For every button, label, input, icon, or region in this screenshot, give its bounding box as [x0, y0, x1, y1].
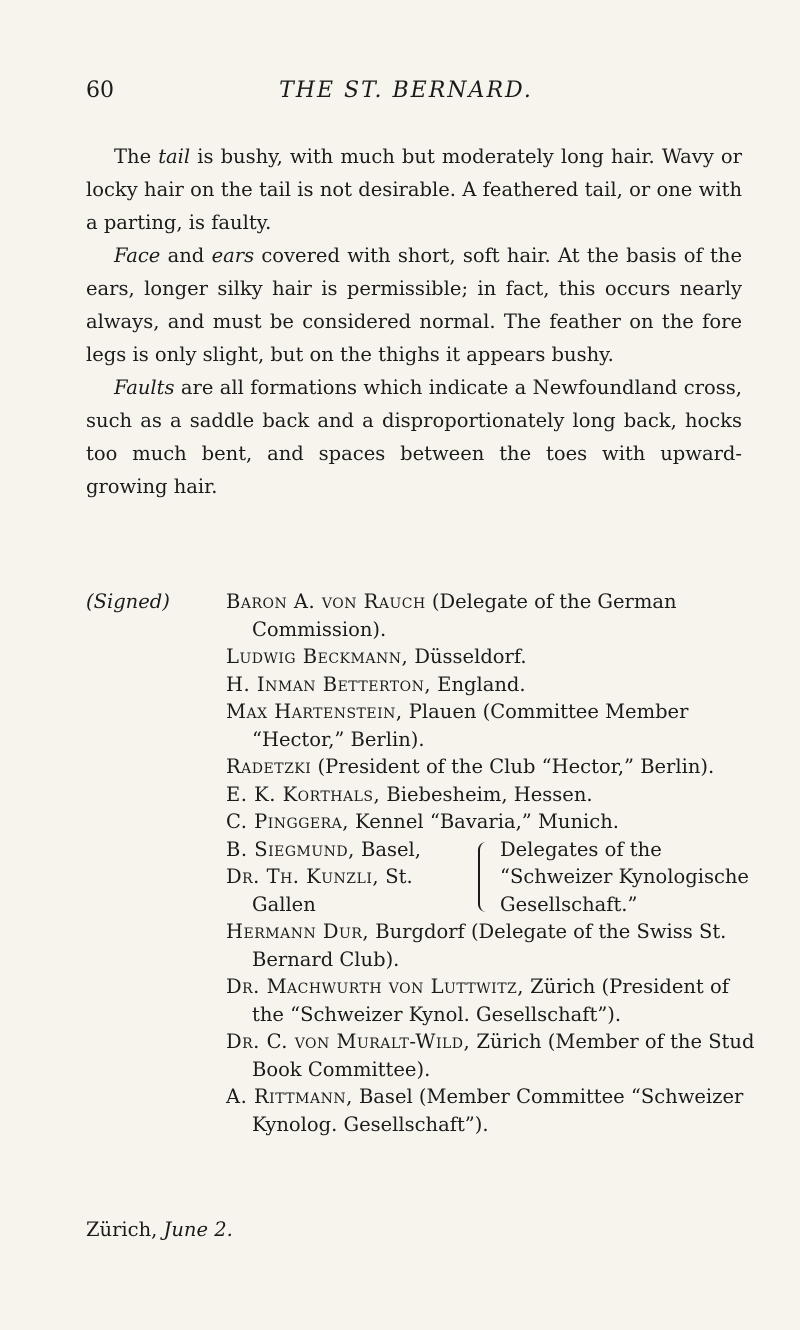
paragraph-face: Face and ears covered with short, soft hair. At the basis of the ears, longer silky hair is permissible; in fact, this occurs nearly always, and must be considered normal. The feather on the fore legs is only slight, but on the thighs it appears bushy. [86, 244, 742, 366]
curly-brace-icon [478, 842, 494, 913]
closing-date-line [86, 1218, 233, 1241]
signatory-entry: B. Siegmund, Basel, [226, 837, 421, 861]
delegate-names [226, 836, 478, 919]
signatory-entry: Dr. Th. Kunzli, St. Gallen [226, 865, 413, 916]
signed-label: (Signed) [86, 590, 170, 613]
signatory-entry: Dr. C. von Muralt-Wild, Zürich (Member of the Stud Book Committee). [226, 1030, 755, 1081]
signatory-entry: Baron A. von Rauch (Delegate of the German Commission). [226, 590, 677, 641]
signatory-list [226, 588, 756, 1138]
signatory-entry: Radetzki (President of the Club “Hector,” Berlin). [226, 755, 715, 778]
signatory-entry: Dr. Machwurth von Luttwitz, Zürich (President of the “Schweizer Kynol. Gesellschaft”). [226, 975, 729, 1026]
paragraph-faults: Faults are all formations which indicate a Newfoundland cross, such as a saddle back and a disproportionately long back, hocks too much bent, and spaces between the toes with upward-growing hair. [86, 376, 742, 498]
signatory-entry: E. K. Korthals, Biebesheim, Hessen. [226, 782, 593, 806]
delegates-description: Delegates of the “Schweizer Kynologische Gesellschaft.” [500, 837, 749, 916]
closing-date: June 2. [163, 1218, 233, 1241]
signatory-entry: Hermann Dur, Burgdorf (Delegate of the Swiss St. Bernard Club). [226, 920, 727, 971]
paragraph-tail: The tail is bushy, with much but moderately long hair. Wavy or locky hair on the tail is not desirable. A feathered tail, or one with a parting, is faulty. [86, 145, 742, 234]
signatory-entry: C. Pinggera, Kennel “Bavaria,” Munich. [226, 810, 619, 833]
signatory-entry: Ludwig Beckmann, Düsseldorf. [226, 645, 527, 668]
closing-place: Zürich, [86, 1218, 164, 1241]
body-text [86, 140, 742, 503]
delegates-group [226, 836, 756, 919]
signatory-entry: Max Hartenstein, Plauen (Committee Member “Hector,” Berlin). [226, 700, 689, 751]
running-title: THE ST. BERNARD. [279, 78, 533, 103]
signatory-entry: H. Inman Betterton, England. [226, 672, 526, 696]
page-number: 60 [86, 78, 114, 103]
signatory-entry: A. Rittmann, Basel (Member Committee “Schweizer Kynolog. Gesellschaft”). [226, 1085, 744, 1136]
page-header [86, 78, 726, 114]
